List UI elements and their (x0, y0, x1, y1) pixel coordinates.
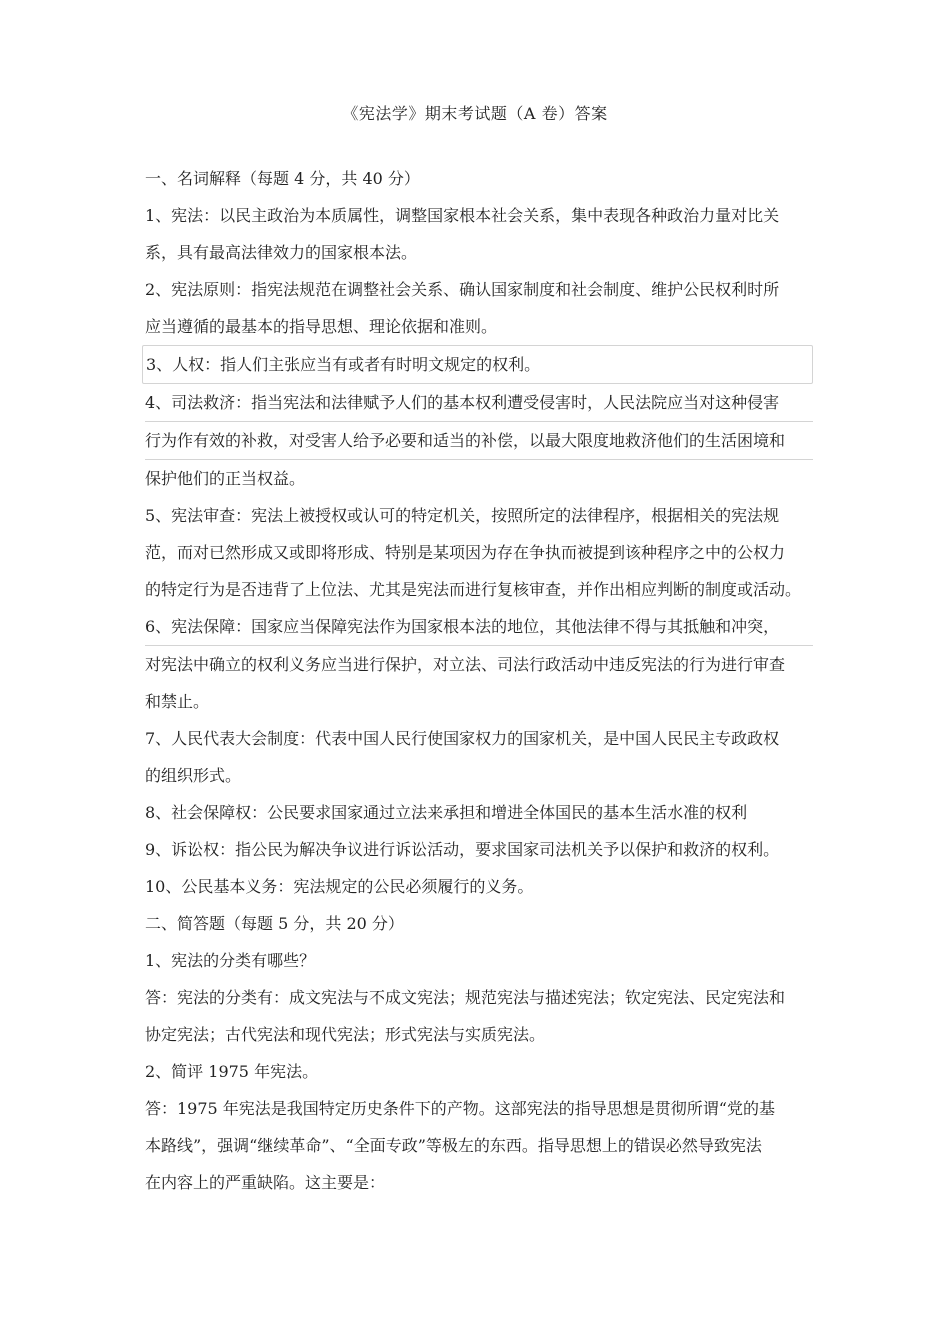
document-body (145, 160, 813, 1201)
paragraph-line: 的组织形式。 (145, 766, 242, 785)
paragraph-line: 的特定行为是否违背了上位法、尤其是宪法而进行复核审查，并作出相应判断的制度或活动。 (145, 580, 802, 599)
section-heading: 二、简答题（每题 5 分，共 20 分） (145, 914, 404, 933)
answer-line: 协定宪法；古代宪法和现代宪法；形式宪法与实质宪法。 (145, 1025, 546, 1044)
answer-line: 在内容上的严重缺陷。这主要是： (145, 1173, 386, 1192)
paragraph-line: 和禁止。 (145, 692, 210, 711)
paragraph-line: 6、宪法保障：国家应当保障宪法作为国家根本法的地位，其他法律不得与其抵触和冲突， (145, 608, 813, 646)
paragraph-line: 保护他们的正当权益。 (145, 469, 306, 488)
answer-line: 答：宪法的分类有：成文宪法与不成文宪法；规范宪法与描述宪法；钦定宪法、民定宪法和 (145, 988, 786, 1007)
paragraph-line: 系，具有最高法律效力的国家根本法。 (145, 243, 418, 262)
section-heading: 一、名词解释（每题 4 分，共 40 分） (145, 169, 420, 188)
answer-line: 答：1975 年宪法是我国特定历史条件下的产物。这部宪法的指导思想是贯彻所谓“党的基 (145, 1099, 775, 1118)
paragraph-line: 4、司法救济：指当宪法和法律赋予人们的基本权利遭受侵害时，人民法院应当对这种侵害 (145, 384, 813, 422)
question-line: 1、宪法的分类有哪些？ (145, 951, 316, 970)
paragraph-line: 行为作有效的补救，对受害人给予必要和适当的补偿，以最大限度地救济他们的生活困境和 (145, 422, 813, 460)
question-line: 2、简评 1975 年宪法。 (145, 1062, 319, 1081)
paragraph-line: 应当遵循的最基本的指导思想、理论依据和准则。 (145, 317, 498, 336)
paragraph-line: 9、诉讼权：指公民为解决争议进行诉讼活动，要求国家司法机关予以保护和救济的权利。 (145, 840, 780, 859)
document-title: 《宪法学》期末考试题（A 卷）答案 (342, 104, 608, 123)
paragraph-line: 1、宪法：以民主政治为本质属性，调整国家根本社会关系，集中表现各种政治力量对比关 (145, 206, 780, 225)
paragraph-line: 2、宪法原则：指宪法规范在调整社会关系、确认国家制度和社会制度、维护公民权利时所 (145, 280, 780, 299)
answer-line: 本路线”，强调“继续革命”、“全面专政”等极左的东西。指导思想上的错误必然导致宪法 (145, 1136, 762, 1155)
paragraph-line: 5、宪法审查：宪法上被授权或认可的特定机关，按照所定的法律程序，根据相关的宪法规 (145, 506, 780, 525)
highlighted-line: 3、人权：指人们主张应当有或者有时明文规定的权利。 (142, 345, 813, 384)
paragraph-line: 8、社会保障权：公民要求国家通过立法来承担和增进全体国民的基本生活水准的权利 (145, 803, 748, 822)
paragraph-line: 10、公民基本义务：宪法规定的公民必须履行的义务。 (145, 877, 534, 896)
paragraph-line: 7、人民代表大会制度：代表中国人民行使国家权力的国家机关，是中国人民民主专政政权 (145, 729, 780, 748)
paragraph-line: 对宪法中确立的权利义务应当进行保护，对立法、司法行政活动中违反宪法的行为进行审查 (145, 655, 786, 674)
paragraph-line: 范，而对已然形成又或即将形成、特别是某项因为存在争执而被提到该种程序之中的公权力 (145, 543, 786, 562)
